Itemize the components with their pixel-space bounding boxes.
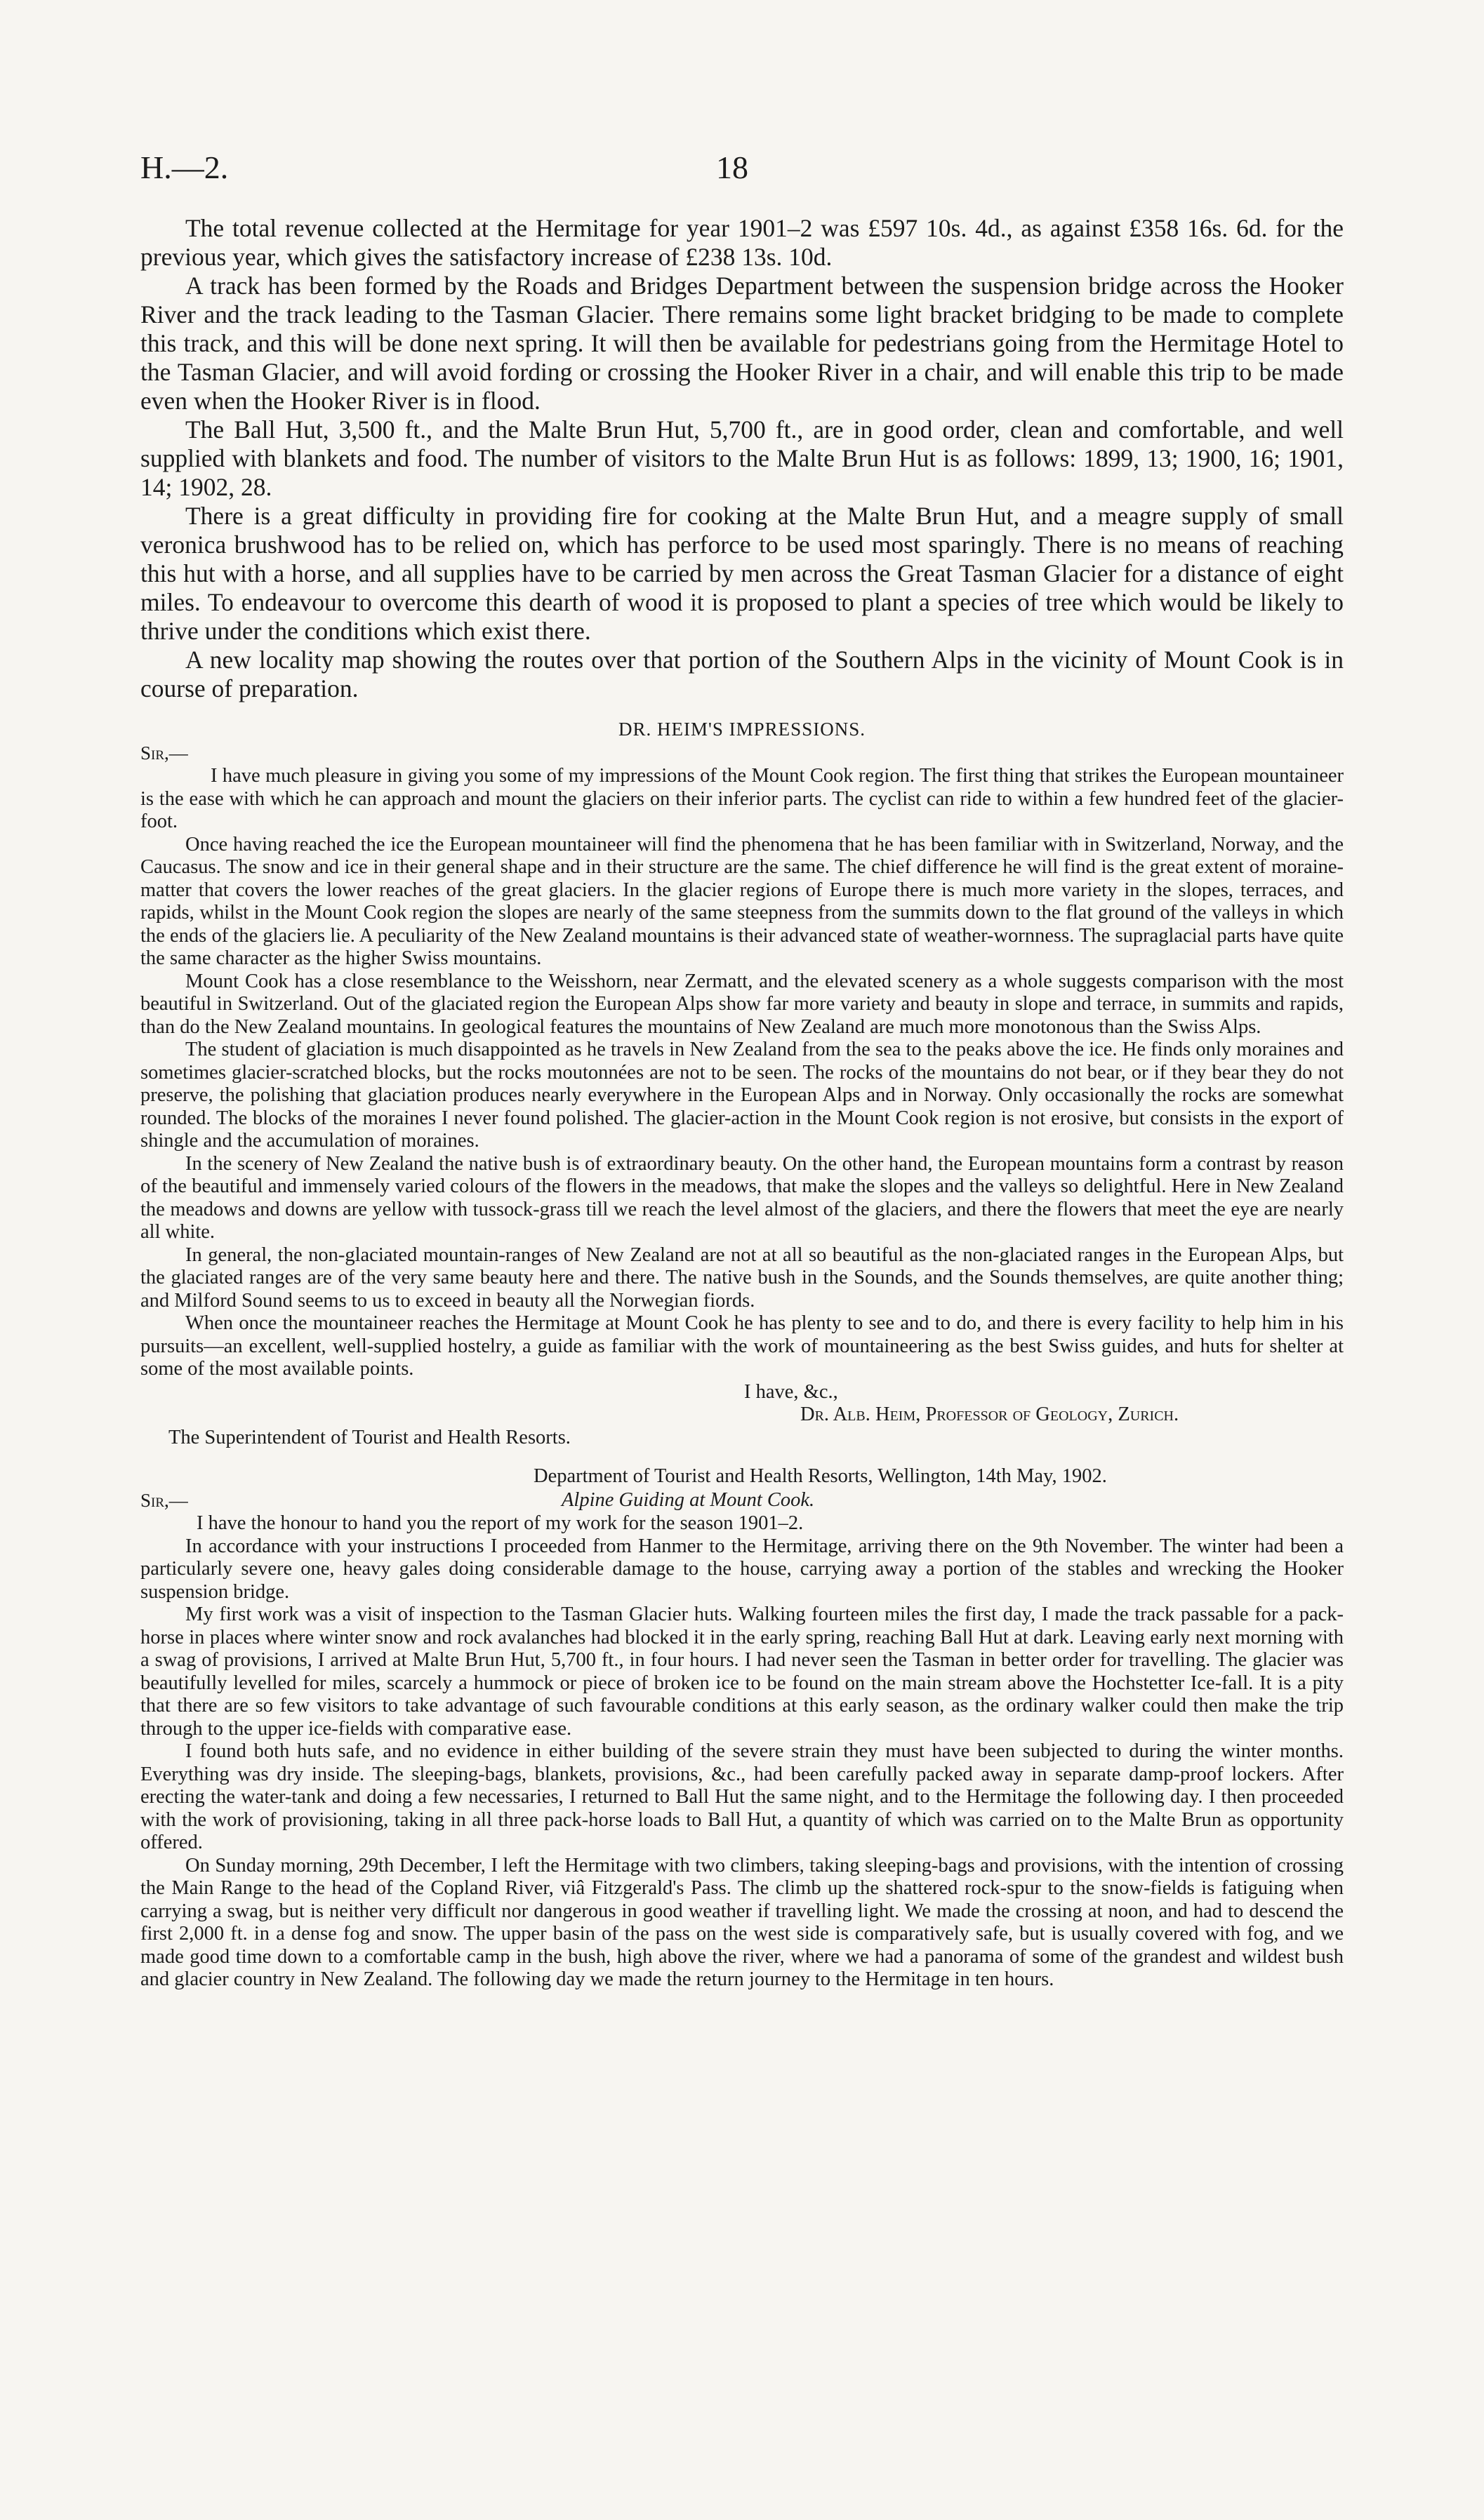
guiding-paragraph: I have the honour to hand you the report of my work for the season 1901–2. — [197, 1512, 804, 1534]
intro-paragraph: A track has been formed by the Roads and Bridges Department between the suspension bridge across the Hooker River and the track leading to the Tasman Glacier. There remains some light bracket bridging to be made to complete this track, and this will be done next spring. It will then be available for pedestrians going from the Hermitage Hotel to the Tasman Glacier, and will avoid fording or crossing the Hooker River in a chair, and will enable this trip to be made even when the Hooker River is in flood. — [140, 272, 1344, 415]
intro-paragraph: The total revenue collected at the Hermitage for year 1901–2 was £597 10s. 4d., as against £358 16s. 6d. for the previous year, which gives the satisfactory increase of £238 13s. 10d. — [140, 214, 1344, 271]
page-header — [140, 149, 1344, 191]
dept-line: Department of Tourist and Health Resorts, Wellington, 14th May, 1902. — [534, 1465, 1107, 1487]
closing-line: I have, &c., — [744, 1380, 838, 1403]
salutation: Sir,— — [140, 742, 188, 764]
heim-paragraph: When once the mountaineer reaches the Hermitage at Mount Cook he has plenty to see and to do, and there is every facility to help him in his pursuits—an excellent, well-supplied hostelry, a guide as familiar with the work of mountaineering as the best Swiss guides, and huts for shelter at some of the most available points. — [140, 1312, 1344, 1380]
intro-paragraph: A new locality map showing the routes over that portion of the Southern Alps in the vicinity of Mount Cook is in course of preparation. — [140, 646, 1344, 702]
salutation: Sir,— — [140, 1490, 188, 1511]
guiding-paragraph: On Sunday morning, 29th December, I left the Hermitage with two climbers, taking sleeping-bags and provisions, with the intention of crossing the Main Range to the head of the Copland River, viâ Fitzgerald's Pass. The climb up the shattered rock-spur to the snow-fields is fatiguing when carrying a swag, but is neither very difficult nor dangerous in good weather if travelling light. We made the crossing at noon, and had to descend the first 2,000 ft. in a dense fog and snow. The upper basin of the pass on the west side is comparatively safe, but is usually covered with fog, and we made good time down to a comfortable camp in the bush, high above the river, where we had a panorama of some of the grandest and wildest bush and glacier country in New Zealand. The following day we made the return journey to the Hermitage in ten hours. — [140, 1854, 1344, 1990]
intro-paragraph: There is a great difficulty in providing fire for cooking at the Malte Brun Hut, and a meagre supply of small veronica brushwood has to be relied on, which has perforce to be used most sparingly. There is no means of reaching this hut with a horse, and all supplies have to be carried by men across the Great Tasman Glacier for a distance of eight miles. To endeavour to overcome this dearth of wood it is proposed to plant a species of tree which would be likely to thrive under the conditions which exist there. — [140, 502, 1344, 645]
heim-paragraph: The student of glaciation is much disappointed as he travels in New Zealand from the sea to the peaks above the ice. He finds only moraines and sometimes glacier-scratched blocks, but the rocks moutonnées are not to be seen. The rocks of the mountains do not bear, or if they bear they do not preserve, the polishing that glaciation produces nearly everywhere in the European Alps and in Norway. Only occasionally the rocks are somewhat rounded. The blocks of the moraines I never found polished. The glacier-action in the Mount Cook region is not erosive, but consists in the export of shingle and the accumulation of moraines. — [140, 1039, 1344, 1152]
report-body — [140, 214, 1344, 1992]
intro-paragraph: The Ball Hut, 3,500 ft., and the Malte Brun Hut, 5,700 ft., are in good order, clean and comfortable, and well supplied with blankets and food. The number of visitors to the Malte Brun Hut is as follows: 1899, 13; 1900, 16; 1901, 14; 1902, 28. — [140, 415, 1344, 501]
heim-paragraph: I have much pleasure in giving you some of my impressions of the Mount Cook region. The first thing that strikes the European mountaineer is the ease with which he can approach and mount the glaciers on their inferior parts. The cyclist can ride to within a few hundred feet of the glacier-foot. — [140, 765, 1344, 832]
section-title: DR. HEIM'S IMPRESSIONS. — [618, 719, 866, 740]
guiding-paragraph: In accordance with your instructions I proceeded from Hanmer to the Hermitage, arriving there on the 9th November. The winter had been a particularly severe one, heavy gales doing considerable damage to the house, carrying away a portion of the stables and wrecking the Hooker suspension bridge. — [140, 1535, 1344, 1603]
heim-paragraph: In general, the non-glaciated mountain-ranges of New Zealand are not at all so beautiful as the non-glaciated ranges in the European Alps, but the glaciated ranges are of the very same beauty here and there. The native bush in the Sounds, and the Sounds themselves, are quite another thing; and Milford Sound seems to us to exceed in beauty all the Norwegian fiords. — [140, 1244, 1344, 1312]
heim-paragraph: In the scenery of New Zealand the native bush is of extraordinary beauty. On the other hand, the European mountains form a contrast by reason of the beautiful and immensely varied colours of the flowers in the meadows, that make the slopes and the valleys so delightful. Here in New Zealand the meadows and downs are yellow with tussock-grass till we reach the level almost of the glaciers, and there the flowers that meet the eye are nearly all white. — [140, 1152, 1344, 1243]
heim-paragraph: Once having reached the ice the European mountaineer will find the phenomena that he has been familiar with in Switzerland, Norway, and the Caucasus. The snow and ice in their general shape and in their structure are the same. The chief difference he will find is the great extent of moraine-matter that covers the lower reaches of the great glaciers. In the glacier regions of Europe there is much more variety in the slopes, terraces, and rapids, whilst in the Mount Cook region the slopes are nearly of the same steepness from the summits down to the flat ground of the valleys in which the ends of the glaciers lie. A peculiarity of the New Zealand mountains is their advanced state of weather-wornness. The supraglacial parts have quite the same character as the higher Swiss mountains. — [140, 833, 1344, 969]
section-subtitle: Alpine Guiding at Mount Cook. — [562, 1489, 815, 1511]
guiding-paragraph: My first work was a visit of inspection to the Tasman Glacier huts. Walking fourteen miles the first day, I made the track passable for a pack-horse in places where winter snow and rock avalanches had blocked it in the early spring, reaching Ball Hut at dark. Leaving early next morning with a swag of provisions, I arrived at Malte Brun Hut, 5,700 ft., in four hours. I had never seen the Tasman in better order for travelling. The glacier was beautifully levelled for miles, scarcely a hummock or piece of broken ice to be found on the main stream above the Hochstetter Ice-fall. It is a pity that there are so few visitors to take advantage of such favourable conditions at this early season, as the ordinary walker could then make the trip through to the upper ice-fields with comparative ease. — [140, 1604, 1344, 1740]
guiding-section — [140, 1465, 1344, 1992]
signature: Dr. Alb. Heim, Professor of Geology, Zurich. — [800, 1404, 1179, 1425]
addressee: The Superintendent of Tourist and Health Resorts. — [168, 1426, 571, 1448]
page-number: 18 — [716, 149, 748, 185]
guiding-paragraph: I found both huts safe, and no evidence in either building of the severe strain they must have been subjected to during the winter months. Everything was dry inside. The sleeping-bags, blankets, provisions, &c., had been carefully packed away in separate damp-proof lockers. After erecting the water-tank and doing a few necessaries, I returned to Ball Hut the same night, and to the Hermitage the following day. I then proceeded with the work of provisioning, taking in all three pack-horse loads to Ball Hut, a quantity of which was carried on to the Malte Brun as opportunity offered. — [140, 1740, 1344, 1853]
document-reference: H.—2. — [140, 149, 229, 185]
salutation-row — [140, 1488, 1344, 1512]
heim-section — [140, 717, 1344, 1449]
heim-paragraph: Mount Cook has a close resemblance to the Weisshorn, near Zermatt, and the elevated scenery as a whole suggests comparison with the most beautiful in Switzerland. Out of the glaciated region the European Alps show far more variety and beauty in slope and terrace, in summits and rapids, than do the New Zealand mountains. In geological features the mountains of New Zealand are much more monotonous than the Swiss Alps. — [140, 970, 1344, 1038]
